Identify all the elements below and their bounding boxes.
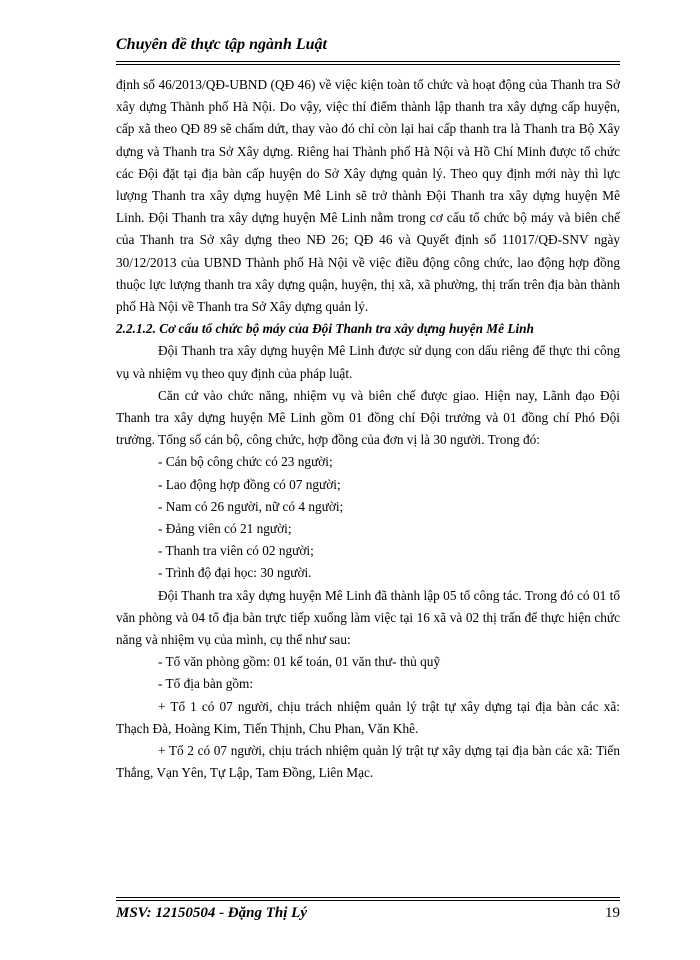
list-item: - Đảng viên có 21 người; bbox=[158, 521, 292, 537]
document-body bbox=[116, 74, 620, 785]
page-header-title: Chuyên đề thực tập ngành Luật bbox=[116, 36, 327, 53]
list-item: - Nam có 26 người, nữ có 4 người; bbox=[158, 498, 344, 514]
paragraph: Đội Thanh tra xây dựng huyện Mê Linh được sử dụng con dấu riêng để thực thi công vụ và nhiệm vụ theo quy định của pháp luật. bbox=[116, 343, 620, 381]
list-item: - Thanh tra viên có 02 người; bbox=[158, 543, 314, 559]
footer-author: MSV: 12150504 - Đặng Thị Lý bbox=[116, 905, 307, 921]
page-number: 19 bbox=[605, 905, 620, 921]
list-item: - Tổ văn phòng gồm: 01 kế toán, 01 văn thư- thủ quỹ bbox=[158, 654, 441, 670]
header-rule bbox=[116, 61, 620, 65]
section-heading: 2.2.1.2. Cơ cấu tổ chức bộ máy của Đội Thanh tra xây dựng huyện Mê Linh bbox=[116, 321, 534, 337]
list-item: + Tổ 2 có 07 người, chịu trách nhiệm quản lý trật tự xây dựng tại địa bàn các xã: Tiến Thắng, Vạn Yên, Tự Lập, Tam Đồng, Liên Mạc. bbox=[116, 743, 620, 781]
paragraph: Căn cứ vào chức năng, nhiệm vụ và biên chế được giao. Hiện nay, Lãnh đạo Đội Thanh tra xây dựng huyện Mê Linh gồm 01 đồng chí Đội trưởng và 01 đồng chí Phó Đội trưởng. Tổng số cán bộ, công chức, hợp đồng của đơn vị là 30 người. Trong đó: bbox=[116, 387, 620, 448]
list-item: - Trình độ đại học: 30 người. bbox=[158, 565, 312, 581]
list-item: - Lao động hợp đồng có 07 người; bbox=[158, 476, 341, 492]
list-item: - Tổ địa bàn gồm: bbox=[158, 676, 254, 692]
paragraph: định số 46/2013/QĐ-UBND (QĐ 46) về việc kiện toàn tổ chức và hoạt động của Thanh tra Sở xây dựng Thành phố Hà Nội. Do vậy, việc thí điểm thành lập thanh tra xây dựng cấp huyện, cấp xã theo QĐ 89 sẽ chấm dứt, thay vào đó chỉ còn lại hai cấp thanh tra là Thanh tra Bộ Xây dựng và Thanh tra Sở Xây dựng. Riêng hai Thành phố Hà Nội và Hồ Chí Minh được tổ chức các Đội đặt tại địa bàn cấp huyện do Sở Xây dựng quản lý. Theo quy định mới này thì lực lượng Thanh tra xây dựng huyện Mê Linh sẽ trở thành Đội Thanh tra xây dựng huyện Mê Linh. Đội Thanh tra xây dựng huyện Mê Linh nằm trong cơ cấu tổ chức bộ máy và biên chế của Thanh tra Sở xây dựng theo NĐ 26; QĐ 46 và Quyết định số 11017/QĐ-SNV ngày 30/12/2013 của UBND Thành phố Hà Nội về việc điều động công chức, lao động hợp đồng thuộc lực lượng thanh tra xây dựng quận, huyện, thị xã, xã phường, thị trấn trên địa bàn thành phố Hà Nội về Thanh tra Sở Xây dựng quản lý. bbox=[116, 77, 620, 315]
paragraph: Đội Thanh tra xây dựng huyện Mê Linh đã thành lập 05 tổ công tác. Trong đó có 01 tổ văn phòng và 04 tổ địa bàn trực tiếp xuống làm việc tại 16 xã và 02 thị trấn để thực hiện chức năng và nhiệm vụ của mình, cụ thể như sau: bbox=[116, 587, 620, 648]
footer-rule bbox=[116, 897, 620, 901]
list-item: + Tổ 1 có 07 người, chịu trách nhiệm quản lý trật tự xây dựng tại địa bàn các xã: Thạch Đà, Hoàng Kim, Tiến Thịnh, Chu Phan, Văn Khê. bbox=[116, 698, 620, 736]
list-item: - Cán bộ công chức có 23 người; bbox=[158, 454, 333, 470]
